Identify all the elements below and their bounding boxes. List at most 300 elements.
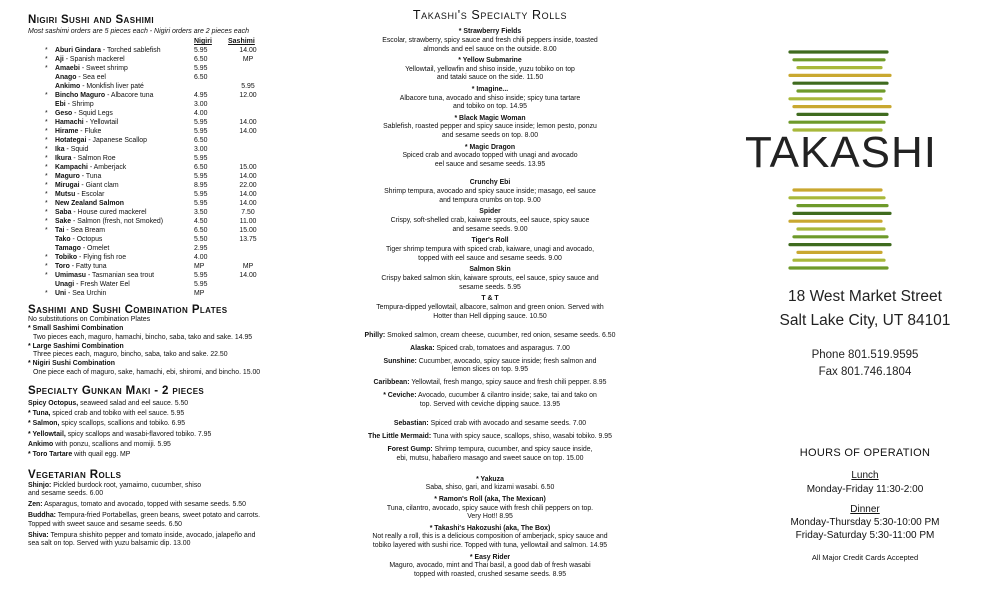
nigiri-row: [28, 136, 313, 145]
nigiri-price: 3.00: [194, 101, 208, 108]
roll-name: * Ramon's Roll (aka, The Mexican): [434, 495, 546, 503]
combo-name: * Large Sashimi Combination: [28, 342, 124, 350]
veg-desc-2: Topped with sweet sauce and sesame seeds. 6.50: [28, 520, 182, 528]
roll-line-name: Philly:: [364, 331, 386, 339]
roll-line-desc: Cucumber, avocado, spicy sauce inside; fresh salmon and: [416, 357, 597, 365]
nigiri-item-desc: - Squid: [64, 146, 89, 153]
gunkan-item: [28, 410, 313, 419]
roll-name: * Imagine...: [471, 85, 509, 93]
sashimi-price: 14.00: [239, 200, 257, 207]
gunkan-item: [28, 441, 313, 450]
nigiri-name: [55, 235, 194, 244]
nigiri-name: [55, 271, 194, 280]
dinner-hours-weekend: Friday-Saturday 5:30-11:00 PM: [795, 530, 935, 541]
nigiri-name: [55, 109, 194, 118]
nigiri-item-name: Kampachi: [55, 164, 88, 171]
nigiri-name: [55, 226, 194, 235]
roll-desc-1: Tiger shrimp tempura with spiced crab, kaiware, unagi and avocado,: [385, 246, 595, 254]
nigiri-name: [55, 64, 194, 73]
nigiri-star: *: [45, 65, 48, 72]
roll-line-name: Sunshine:: [383, 357, 417, 365]
nigiri-item-desc: - Tasmanian sea trout: [86, 272, 155, 279]
nigiri-price: 5.95: [194, 200, 208, 207]
sashimi-price: 7.50: [241, 209, 255, 216]
nigiri-price: 5.95: [194, 119, 208, 126]
nigiri-item-name: Hamachi: [55, 119, 84, 126]
nigiri-star: *: [45, 200, 48, 207]
roll-line: [342, 345, 638, 354]
gunkan-desc: with quail egg. MP: [72, 451, 131, 459]
roll-desc-2: Very Hot!! 8.95: [467, 513, 513, 521]
logo-stripes-bottom-icon: [730, 186, 1000, 276]
roll-desc-1: Crispy baked salmon skin, kaiware sprouts, eel sauce, spicy sauce and: [381, 274, 599, 282]
veg-desc-1: Pickled burdock root, yamaimo, cucumber, shiso: [51, 481, 202, 489]
sashimi-price: 14.00: [239, 128, 257, 135]
nigiri-star: [45, 73, 55, 82]
nigiri-price: 3.50: [194, 209, 208, 216]
veg-item: [28, 532, 313, 550]
nigiri-star: *: [45, 191, 48, 198]
roll-name: Crunchy Ebi: [469, 179, 511, 187]
nigiri-row: [28, 145, 313, 154]
nigiri-name: [55, 118, 194, 127]
combo-desc: Two pieces each, maguro, hamachi, bincho, saba, tako and sake. 14.95: [33, 333, 253, 341]
nigiri-name: [55, 190, 194, 199]
gunkan-item: [28, 451, 313, 460]
roll-item: [342, 208, 638, 234]
roll-desc-1: Tuna, cilantro, avocado, spicy sauce with fresh chili peppers on top.: [386, 504, 594, 512]
sashimi-price: 14.00: [239, 191, 257, 198]
sashimi-price: 11.00: [239, 218, 257, 225]
nigiri-item-desc: - Yellowtail: [83, 119, 119, 126]
nigiri-item-desc: - Giant clam: [79, 182, 119, 189]
nigiri-row: [28, 208, 313, 217]
roll-desc-2: almonds and eel sauce on the outside. 8.00: [423, 45, 557, 53]
nigiri-price: 5.95: [194, 173, 208, 180]
nigiri-star: *: [45, 272, 48, 279]
nigiri-row: [28, 64, 313, 73]
roll-line: [342, 379, 638, 388]
roll-item: [342, 266, 638, 292]
gunkan-name: * Yellowtail,: [28, 430, 66, 438]
roll-line-name: Caribbean:: [373, 379, 410, 387]
right-column: [730, 0, 1000, 607]
nigiri-price: 4.00: [194, 254, 208, 261]
nigiri-item-desc: - Albacore tuna: [105, 92, 154, 99]
veg-item: [28, 501, 313, 510]
roll-item: [342, 295, 638, 321]
sashimi-price: [228, 154, 268, 163]
nigiri-price: 5.95: [194, 281, 208, 288]
named-rolls-2: [342, 420, 638, 463]
nigiri-row: [28, 73, 313, 82]
col-sashimi: Sashimi: [228, 38, 255, 45]
sashimi-price: 13.75: [239, 236, 257, 243]
phone-number: Phone 801.519.9595: [811, 349, 919, 361]
nigiri-name: [55, 145, 194, 154]
sashimi-price: MP: [242, 263, 254, 270]
nigiri-name: [55, 136, 194, 145]
roll-line-desc-2: lemon slices on top. 9.95: [451, 366, 529, 374]
gunkan-desc: spicy scallops, scallions and tobiko. 6.95: [59, 420, 186, 428]
nigiri-star: [45, 244, 55, 253]
specialty-rolls: [342, 28, 638, 170]
nigiri-item-name: Ebi: [55, 101, 66, 108]
roll-item: [342, 496, 638, 522]
roll-desc-2: and tataki sauce on the side. 11.50: [436, 74, 544, 82]
nigiri-item-desc: - Squid Legs: [72, 110, 113, 117]
nigiri-item-desc: - Salmon (fresh, not Smoked): [71, 218, 164, 225]
nigiri-name: [55, 46, 194, 55]
nigiri-row: [28, 235, 313, 244]
nigiri-row: [28, 226, 313, 235]
gunkan-list: [28, 400, 313, 460]
nigiri-price: 5.50: [194, 236, 208, 243]
nigiri-item-name: Aji: [55, 56, 64, 63]
veg-desc-1: Tempura-fried Portabellas, green beans, sweet potato and carrots.: [55, 511, 260, 519]
nigiri-price: 3.00: [194, 146, 208, 153]
roll-desc-2: and sesame seeds on top. 8.00: [441, 132, 539, 140]
nigiri-star: *: [45, 182, 48, 189]
nigiri-price: 2.95: [194, 245, 208, 252]
nigiri-item-desc: - Sweet shrimp: [79, 65, 128, 72]
sashimi-price: 22.00: [239, 182, 257, 189]
nigiri-row: [28, 127, 313, 136]
nigiri-item-name: Hotategai: [55, 137, 87, 144]
roll-desc-1: Not really a roll, this is a delicious composition of amberjack, spicy sauce and: [372, 533, 608, 541]
veg-name: Shinjo:: [28, 481, 52, 489]
combo-desc: One piece each of maguro, sake, hamachi, ebi, shiromi, and bincho. 15.00: [33, 368, 261, 376]
veg-name: Buddha:: [28, 511, 56, 519]
nigiri-price: [194, 82, 228, 91]
dinner-hours-weekday: Monday-Thursday 5:30-10:00 PM: [790, 517, 940, 528]
roll-item: [342, 86, 638, 112]
roll-desc-1: Shrimp tempura, avocado and spicy sauce inside; masago, eel sauce: [384, 188, 596, 196]
sashimi-price: [228, 244, 268, 253]
nigiri-price: 8.95: [194, 182, 208, 189]
nigiri-star: [45, 100, 55, 109]
roll-desc-2: and sesame seeds. 9.00: [452, 225, 528, 233]
sashimi-price: [228, 64, 268, 73]
sashimi-price: 15.00: [239, 227, 257, 234]
veg-name: Zen:: [28, 501, 43, 509]
nigiri-row: [28, 154, 313, 163]
nigiri-item-desc: - Torched sablefish: [100, 47, 161, 54]
nigiri-item-name: Saba: [55, 209, 72, 216]
nigiri-item-name: Umimasu: [55, 272, 87, 279]
nigiri-row: [28, 253, 313, 262]
combo-desc: Three pieces each, maguro, bincho, saba, tako and sake. 22.50: [33, 351, 228, 359]
sashimi-price: 5.95: [241, 83, 255, 90]
nigiri-star: *: [45, 155, 48, 162]
nigiri-item-name: Tamago: [55, 245, 81, 252]
nigiri-star: *: [45, 146, 48, 153]
roll-name: * Magic Dragon: [464, 143, 516, 151]
roll-item: [342, 237, 638, 263]
roll-line-desc: Shrimp tempura, cucumber, and spicy sauce inside,: [432, 446, 593, 454]
nigiri-star: *: [45, 47, 48, 54]
nigiri-price: 6.50: [194, 227, 208, 234]
roll-name: * Easy Rider: [469, 553, 511, 561]
roll-item: [342, 476, 638, 494]
nigiri-star: *: [45, 209, 48, 216]
roll-name: Spider: [479, 208, 501, 216]
address-line-1: 18 West Market Street: [788, 288, 942, 305]
house-rolls: [342, 476, 638, 580]
roll-line-name: The Little Mermaid:: [368, 433, 432, 441]
roll-line-desc: Avocado, cucumber & cilantro inside; sake, tai and tako on: [416, 391, 597, 399]
nigiri-item-desc: - Octopus: [70, 236, 103, 243]
nigiri-name: [55, 163, 194, 172]
nigiri-item-desc: - Sea Urchin: [66, 290, 107, 297]
roll-desc-2: sesame seeds. 5.95: [459, 283, 521, 291]
roll-line: [342, 433, 638, 442]
nigiri-item-name: Ika: [55, 146, 65, 153]
nigiri-star: *: [45, 137, 48, 144]
nigiri-price: 4.50: [194, 218, 208, 225]
nigiri-star: [45, 235, 55, 244]
nigiri-item-name: New Zealand Salmon: [55, 200, 124, 207]
veg-desc-2: sea salt on top. Served with yuzu balsamic dip. 13.00: [28, 540, 191, 548]
gunkan-name: * Toro Tartare: [28, 451, 73, 459]
nigiri-name: [55, 172, 194, 181]
veg-title: Vegetarian Rolls: [28, 468, 122, 481]
nigiri-price: 5.95: [194, 128, 208, 135]
nigiri-item-name: Bincho Maguro: [55, 92, 106, 99]
sashimi-price: MP: [242, 56, 254, 63]
gunkan-name: * Tuna,: [28, 410, 51, 418]
sashimi-price: [228, 289, 268, 298]
nigiri-subtitle: Most sashimi orders are 5 pieces each - Nigiri orders are 2 pieces each: [28, 28, 249, 35]
nigiri-item-desc: - House cured mackerel: [71, 209, 147, 216]
nigiri-name: [55, 154, 194, 163]
roll-desc-2: and tobiko on top. 14.95: [453, 103, 527, 111]
nigiri-price: MP: [194, 290, 205, 297]
roll-line-desc: Smoked salmon, cream cheese, cucumber, red onion, sesame seeds. 6.50: [385, 331, 616, 339]
roll-name: Tiger's Roll: [471, 237, 509, 245]
nigiri-price: 4.00: [194, 110, 208, 117]
nigiri-item-desc: - Salmon Roe: [71, 155, 116, 162]
nigiri-item-desc: - Sea Bream: [64, 227, 106, 234]
roll-line-desc-2: top. Served with ceviche dipping sauce. 13.95: [419, 400, 561, 408]
nigiri-item-name: Hirame: [55, 128, 79, 135]
roll-name: T & T: [481, 295, 499, 303]
nigiri-star: *: [45, 173, 48, 180]
sashimi-price: 14.00: [239, 47, 257, 54]
gunkan-desc: spicy scallops and wasabi-flavored tobiko. 7.95: [65, 430, 212, 438]
nigiri-item-name: Anago: [55, 74, 77, 81]
veg-desc-1: Asparagus, tomato and avocado, topped with sesame seeds. 5.50: [42, 501, 246, 509]
nigiri-star: *: [45, 290, 48, 297]
roll-name: * Yakuza: [476, 475, 504, 483]
roll-desc-1: Escolar, strawberry, spicy sauce and fresh chili peppers inside, toasted: [382, 36, 598, 44]
nigiri-item-name: Mirugai: [55, 182, 80, 189]
nigiri-name: [55, 91, 194, 100]
nigiri-item-desc: - Japanese Scallop: [86, 137, 147, 144]
nigiri-name: [55, 262, 194, 271]
combo-list: [28, 325, 313, 378]
nigiri-item-desc: - Monkfish liver paté: [80, 83, 144, 90]
left-column: [28, 0, 313, 551]
gunkan-title: Specialty Gunkan Maki - 2 pieces: [28, 384, 205, 397]
nigiri-star: *: [45, 92, 48, 99]
combo-item: [28, 325, 313, 343]
nigiri-price: 6.50: [194, 164, 208, 171]
combo-subtitle: No substitutions on Combination Plates: [28, 316, 151, 323]
nigiri-row: [28, 244, 313, 253]
roll-line-desc: Tuna with spicy sauce, scallops, shiso, wasabi tobiko. 9.95: [431, 433, 612, 441]
logo-stripes-top-icon: [730, 48, 1000, 138]
roll-line-desc: Spiced crab, tomatoes and asparagus. 7.00: [434, 344, 570, 352]
roll-line: [342, 392, 638, 410]
dinner-label: Dinner: [850, 504, 880, 515]
nigiri-price: 6.50: [194, 56, 208, 63]
nigiri-item-desc: - Omelet: [80, 245, 110, 252]
gunkan-name: Spicy Octopus,: [28, 399, 79, 407]
sashimi-price: [228, 73, 268, 82]
veg-desc-1: Tempura shishito pepper and tomato inside, avocado, jalapeño and: [48, 531, 256, 539]
sashimi-price: 14.00: [239, 272, 257, 279]
nigiri-star: *: [45, 254, 48, 261]
nigiri-row: [28, 190, 313, 199]
classic-rolls: [342, 179, 638, 321]
roll-desc-1: Saba, shiso, gari, and kizami wasabi. 6.50: [425, 484, 555, 492]
fax-number: Fax 801.746.1804: [818, 366, 912, 378]
nigiri-name: [55, 73, 194, 82]
nigiri-item-name: Uni: [55, 290, 67, 297]
combo-item: [28, 360, 313, 378]
roll-line: [342, 358, 638, 376]
nigiri-row: [28, 109, 313, 118]
roll-line-desc: Spiced crab with avocado and sesame seeds. 7.00: [428, 420, 587, 428]
roll-line: [342, 332, 638, 341]
nigiri-price: 6.50: [194, 137, 208, 144]
combo-item: [28, 343, 313, 361]
sashimi-price: 15.00: [239, 164, 257, 171]
roll-line: [342, 420, 638, 429]
roll-name: * Black Magic Woman: [454, 114, 526, 122]
nigiri-item-desc: - Tuna: [79, 173, 102, 180]
roll-item: [342, 525, 638, 551]
combo-title: Sashimi and Sushi Combination Plates: [28, 304, 228, 316]
nigiri-item-name: Toro: [55, 263, 70, 270]
sashimi-price: [228, 136, 268, 145]
nigiri-row: [28, 289, 313, 298]
nigiri-row: [28, 172, 313, 181]
nigiri-item-name: Tako: [55, 236, 71, 243]
roll-desc-1: Albacore tuna, avocado and shiso inside; spicy tuna tartare: [399, 94, 581, 102]
roll-item: [342, 115, 638, 141]
nigiri-row: [28, 46, 313, 55]
specialty-title: Takashi's Specialty Rolls: [412, 8, 568, 22]
gunkan-desc: spiced crab and tobiko with eel sauce. 5.95: [50, 410, 185, 418]
address-line-2: Salt Lake City, UT 84101: [779, 312, 951, 329]
nigiri-item-desc: - Sea eel: [76, 74, 106, 81]
nigiri-star: *: [45, 227, 48, 234]
nigiri-item-desc: - Fresh Water Eel: [74, 281, 130, 288]
nigiri-name: [55, 280, 194, 289]
nigiri-star: *: [45, 164, 48, 171]
gunkan-item: [28, 420, 313, 429]
nigiri-item-desc: - Flying fish roe: [77, 254, 127, 261]
nigiri-price: 6.50: [194, 74, 208, 81]
nigiri-name: [55, 127, 194, 136]
roll-line: [342, 446, 638, 464]
nigiri-item-name: Maguro: [55, 173, 80, 180]
roll-desc-2: eel sauce and sesame seeds. 13.95: [434, 161, 546, 169]
credit-cards-note: All Major Credit Cards Accepted: [811, 553, 919, 562]
combo-name: * Nigiri Sushi Combination: [28, 360, 115, 368]
named-rolls: [342, 332, 638, 410]
col-nigiri: Nigiri: [194, 38, 212, 45]
nigiri-row: [28, 181, 313, 190]
gunkan-name: Ankimo: [28, 440, 54, 448]
sashimi-price: [228, 100, 268, 109]
nigiri-row: [28, 163, 313, 172]
nigiri-item-name: Mutsu: [55, 191, 76, 198]
roll-desc-2: and tempura crumbs on top. 9.00: [439, 197, 541, 205]
nigiri-item-name: Geso: [55, 110, 73, 117]
middle-column: [342, 0, 638, 582]
roll-item: [342, 179, 638, 205]
nigiri-name: [55, 181, 194, 190]
nigiri-price: 5.95: [194, 65, 208, 72]
sashimi-price: 14.00: [239, 173, 257, 180]
brand-logo: TAKASHI: [745, 128, 938, 177]
nigiri-row: [28, 262, 313, 271]
roll-item: [342, 554, 638, 580]
nigiri-price: 5.95: [194, 47, 208, 54]
roll-name: Salmon Skin: [469, 266, 511, 274]
nigiri-star: *: [45, 128, 48, 135]
roll-line-desc: Yellowtail, fresh mango, spicy sauce and fresh chili pepper. 8.95: [409, 379, 607, 387]
roll-desc-1: Sablefish, roasted pepper and spicy sauce inside; lemon pesto, ponzu: [383, 123, 597, 131]
veg-desc-2: and sesame seeds. 6.00: [28, 490, 104, 498]
roll-line-name: Forest Gump:: [387, 446, 433, 454]
sashimi-price: [228, 253, 268, 262]
roll-desc-2: topped with eel sauce and sesame seeds. 9.00: [418, 254, 562, 262]
roll-desc-1: Crispy, soft-shelled crab, kaiware sprouts, eel sauce, spicy sauce: [390, 217, 590, 225]
roll-name: * Strawberry Fields: [458, 28, 522, 35]
nigiri-row: [28, 217, 313, 226]
gunkan-desc: seaweed salad and eel sauce. 5.50: [78, 399, 189, 407]
nigiri-item-desc: - Escolar: [75, 191, 105, 198]
nigiri-name: [55, 208, 194, 217]
nigiri-item-desc: - Amberjack: [87, 164, 127, 171]
veg-item: [28, 482, 313, 500]
nigiri-star: [45, 280, 55, 289]
lunch-hours: Monday-Friday 11:30-2:00: [806, 484, 924, 495]
nigiri-name: [55, 244, 194, 253]
roll-desc-2: tobiko layered with sushi rice. Topped with tuna, yellowtail and salmon. 14.95: [372, 542, 608, 550]
roll-line-desc-2: ebi, mutsu, habañero masago and sweet sauce on top. 15.00: [396, 454, 584, 462]
roll-item: [342, 144, 638, 170]
sashimi-price: 14.00: [239, 119, 257, 126]
veg-list: [28, 482, 313, 550]
nigiri-name: [55, 82, 194, 91]
nigiri-name: [55, 253, 194, 262]
nigiri-name: [55, 100, 194, 109]
veg-item: [28, 512, 313, 530]
hours-title: HOURS OF OPERATION: [799, 447, 931, 459]
nigiri-item-name: Tai: [55, 227, 65, 234]
nigiri-price: 5.95: [194, 272, 208, 279]
nigiri-star: *: [45, 56, 48, 63]
nigiri-row: [28, 271, 313, 280]
nigiri-item-desc: - Fatty tuna: [69, 263, 107, 270]
nigiri-price: 5.95: [194, 155, 208, 162]
nigiri-name: [55, 217, 194, 226]
